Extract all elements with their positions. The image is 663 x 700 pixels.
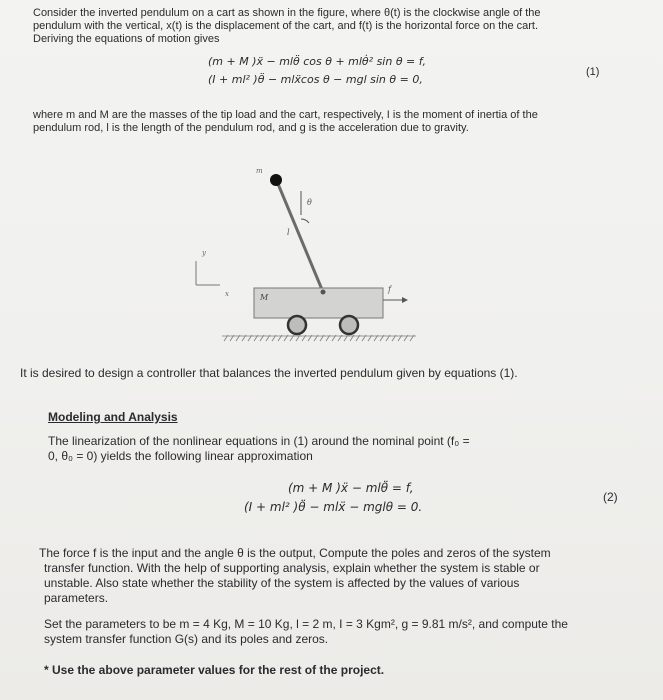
- section-heading: Modeling and Analysis: [48, 410, 178, 424]
- project-note: * Use the above parameter values for the rest of the project.: [44, 663, 385, 677]
- goal-text: It is desired to design a controller that balances the inverted pendulum given by equations (1).: [20, 366, 518, 380]
- label-M: M: [260, 293, 269, 302]
- linearization-line-2: 0, θ₀ = 0) yields the following linear approximation: [48, 449, 313, 463]
- wheel-left: [288, 316, 306, 334]
- equation-number-1: (1): [586, 66, 600, 78]
- label-m: m: [256, 167, 263, 175]
- equation-1a: (m + M )ẍ − mlθ̈ cos θ + mlθ̇² sin θ = f,: [208, 55, 426, 68]
- tip-mass: [270, 174, 282, 186]
- angle-arc: [301, 219, 309, 223]
- ground-hatching: [222, 335, 416, 341]
- params-line-2: system transfer function G(s) and its poles and zeros.: [44, 632, 329, 646]
- wheel-right: [340, 316, 358, 334]
- force-arrow-head: [402, 297, 408, 303]
- where-line-2: pendulum rod, l is the length of the pendulum rod, and g is the acceleration due to gravity.: [33, 122, 469, 134]
- intro-line-1: Consider the inverted pendulum on a cart as shown in the figure, where θ(t) is the clockwise angle of the: [33, 7, 541, 19]
- pendulum-cart-figure: [180, 155, 440, 345]
- equation-number-2: (2): [603, 490, 618, 504]
- equation-1b: (I + ml² )θ̈ − mlẍcos θ − mgl sin θ = 0,: [208, 73, 423, 86]
- label-l: l: [287, 228, 290, 237]
- pivot-joint: [321, 290, 326, 295]
- equation-2a: (m + M )ẍ − mlθ̈ = f,: [288, 481, 414, 495]
- label-x: x: [225, 290, 229, 298]
- params-line-1: Set the parameters to be m = 4 Kg, M = 10 Kg, l = 2 m, I = 3 Kgm², g = 9.81 m/s², and compute the: [44, 617, 568, 631]
- pendulum-rod: [276, 179, 323, 292]
- linearization-line-1: The linearization of the nonlinear equations in (1) around the nominal point (f₀ =: [48, 434, 470, 448]
- where-line-1: where m and M are the masses of the tip load and the cart, respectively, I is the moment of inertia of the: [33, 109, 538, 121]
- equation-2b: (I + ml² )θ̈ − mlẍ − mglθ = 0.: [244, 500, 423, 514]
- task-line-1: The force f is the input and the angle θ is the output, Compute the poles and zeros of the system: [39, 546, 551, 560]
- task-line-4: parameters.: [44, 591, 109, 605]
- label-theta: θ: [307, 198, 312, 207]
- task-line-2: transfer function. With the help of supporting analysis, explain whether the system is stable or: [44, 561, 540, 575]
- task-line-3: unstable. Also state whether the stability of the system is affected by the values of various: [44, 576, 520, 590]
- label-f: f: [388, 285, 391, 294]
- cart-body: [254, 288, 383, 318]
- label-y: y: [202, 249, 206, 257]
- intro-line-3: Deriving the equations of motion gives: [33, 33, 220, 45]
- intro-line-2: pendulum with the vertical, x(t) is the displacement of the cart, and f(t) is the horizontal force on the cart.: [33, 20, 539, 32]
